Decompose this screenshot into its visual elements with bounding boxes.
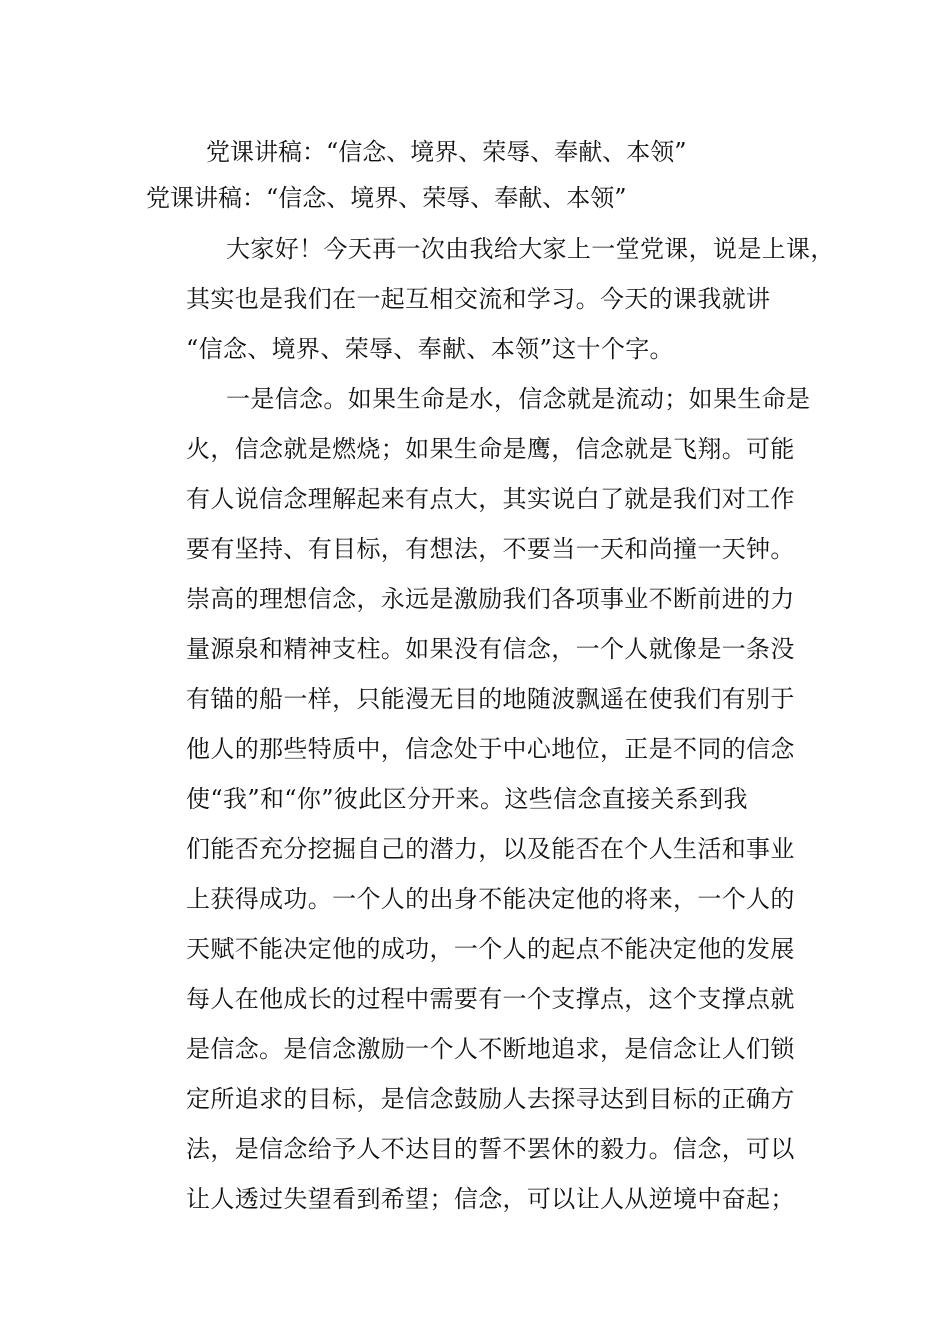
paragraph-line: 使“我”和“你”彼此区分开来。这些信念直接关系到我 — [186, 785, 748, 813]
paragraph-line: 有人说信念理解起来有点大，其实说白了就是我们对工作 — [186, 485, 795, 513]
paragraph-line: 天赋不能决定他的成功，一个人的起点不能决定他的发展 — [186, 935, 795, 963]
paragraph-line: 们能否充分挖掘自己的潜力，以及能否在个人生活和事业 — [186, 835, 795, 863]
paragraph-line: 上获得成功。一个人的出身不能决定他的将来，一个人的 — [186, 885, 795, 913]
paragraph-line: 是信念。是信念激励一个人不断地追求，是信念让人们锁 — [186, 1035, 795, 1063]
document-body — [146, 132, 836, 1224]
paragraph-line: “信念、境界、荣辱、奉献、本领”这十个字。 — [186, 335, 674, 363]
paragraph-line: 崇高的理想信念，永远是激励我们各项事业不断前进的力 — [186, 585, 795, 613]
paragraph-line: 大家好！今天再一次由我给大家上一堂党课，说是上课， — [226, 235, 835, 263]
paragraph-line: 有锚的船一样，只能漫无目的地随波飘遥在使我们有别于 — [186, 685, 795, 713]
paragraph-line: 其实也是我们在一起互相交流和学习。今天的课我就讲 — [186, 285, 771, 313]
document-title: 党课讲稿：“信念、境界、荣辱、奉献、本领” — [206, 138, 687, 166]
paragraph-line: 一是信念。如果生命是水，信念就是流动；如果生命是 — [226, 385, 811, 413]
paragraph-line: 定所追求的目标，是信念鼓励人去探寻达到目标的正确方 — [186, 1085, 795, 1113]
paragraph-line: 要有坚持、有目标，有想法，不要当一天和尚撞一天钟。 — [186, 535, 795, 563]
document-subtitle: 党课讲稿：“信念、境界、荣辱、奉献、本领” — [146, 184, 627, 212]
paragraph-line: 火，信念就是燃烧；如果生命是鹰，信念就是飞翔。可能 — [186, 435, 795, 463]
paragraph-line: 他人的那些特质中，信念处于中心地位，正是不同的信念 — [186, 735, 795, 763]
paragraph-line: 法，是信念给予人不达目的誓不罢休的毅力。信念，可以 — [186, 1135, 795, 1163]
paragraph-line: 量源泉和精神支柱。如果没有信念，一个人就像是一条没 — [186, 635, 795, 663]
paragraph-intro — [146, 224, 836, 374]
paragraph-line: 每人在他成长的过程中需要有一个支撑点，这个支撑点就 — [186, 985, 795, 1013]
paragraph-belief — [146, 374, 836, 1224]
paragraph-line: 让人透过失望看到希望；信念，可以让人从逆境中奋起； — [186, 1185, 795, 1213]
